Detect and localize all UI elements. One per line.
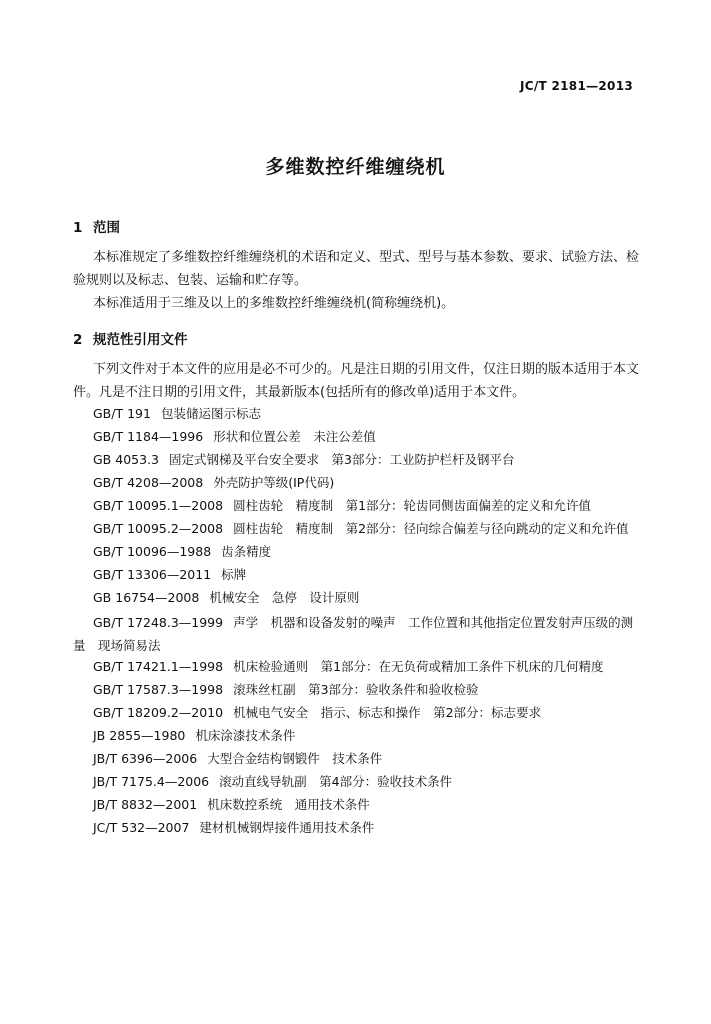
- reference-code: GB/T 13306—2011: [93, 567, 212, 582]
- reference-title: 机械安全 急停 设计原则: [209, 590, 360, 605]
- reference-title: 滚动直线导轨副 第4部分：验收技术条件: [219, 774, 453, 789]
- reference-item: [93, 427, 376, 445]
- reference-item: [93, 772, 452, 790]
- standard-number: JC/T 2181—2013: [519, 79, 633, 93]
- section-1-heading: [73, 216, 120, 236]
- reference-title: 滚珠丝杠副 第3部分：验收条件和验收检验: [233, 682, 479, 697]
- reference-item: [93, 450, 514, 468]
- reference-item: [93, 680, 479, 698]
- section-1-number: 1: [73, 220, 83, 236]
- reference-item: [93, 795, 370, 813]
- reference-item: [93, 818, 374, 836]
- reference-code: GB/T 1184—1996: [93, 429, 204, 444]
- reference-item: [93, 404, 261, 422]
- reference-title: 标牌: [221, 567, 247, 582]
- reference-code: JC/T 532—2007: [93, 820, 190, 835]
- reference-item: [93, 565, 246, 583]
- section-1-paragraph: 本标准适用于三维及以上的多维数控纤维缠绕机(简称缠绕机)。: [93, 296, 455, 311]
- reference-title: 机床涂漆技术条件: [195, 728, 296, 743]
- reference-title: 机械电气安全 指示、标志和操作 第2部分：标志要求: [233, 705, 542, 720]
- section-2-title: 规范性引用文件: [93, 332, 188, 348]
- reference-code: GB/T 4208—2008: [93, 475, 204, 490]
- reference-code: GB 16754—2008: [93, 590, 200, 605]
- reference-title: 齿条精度: [221, 544, 272, 559]
- reference-code: JB/T 8832—2001: [93, 797, 198, 812]
- reference-title: 机床检验通则 第1部分：在无负荷或精加工条件下机床的几何精度: [233, 659, 604, 674]
- reference-title: 圆柱齿轮 精度制 第2部分：径向综合偏差与径向跳动的定义和允许值: [233, 521, 629, 536]
- reference-item: [93, 496, 591, 514]
- section-1-paragraph: 本标准规定了多维数控纤维缠绕机的术语和定义、型式、型号与基本参数、要求、试验方法、检验规则以及标志、包装、运输和贮存等。: [73, 250, 640, 288]
- reference-code: GB/T 17421.1—1998: [93, 659, 224, 674]
- reference-title: 形状和位置公差 未注公差值: [213, 429, 376, 444]
- reference-code: GB/T 18209.2—2010: [93, 705, 224, 720]
- reference-title: 建材机械钢焊接件通用技术条件: [199, 820, 375, 835]
- section-2-intro: 下列文件对于本文件的应用是必不可少的。凡是注日期的引用文件，仅注日期的版本适用于本文件。凡是不注日期的引用文件，其最新版本(包括所有的修改单)适用于本文件。: [73, 362, 640, 400]
- reference-code: GB/T 10096—1988: [93, 544, 212, 559]
- reference-item: [73, 611, 643, 657]
- reference-title: 包装储运图示标志: [160, 406, 261, 421]
- reference-title: 声学 机器和设备发射的噪声 工作位置和其他指定位置发射声压级的测量 现场简易法: [73, 615, 634, 653]
- reference-item: [93, 726, 295, 744]
- reference-code: GB/T 17248.3—1999: [93, 615, 224, 630]
- reference-title: 大型合金结构钢锻件 技术条件: [207, 751, 383, 766]
- reference-code: JB 2855—1980: [93, 728, 186, 743]
- reference-code: GB/T 17587.3—1998: [93, 682, 224, 697]
- reference-item: [93, 542, 271, 560]
- reference-title: 外壳防护等级(IP代码): [213, 475, 335, 490]
- reference-code: GB/T 10095.2—2008: [93, 521, 224, 536]
- section-2-number: 2: [73, 332, 83, 348]
- reference-code: GB/T 191: [93, 406, 151, 421]
- reference-item: [93, 588, 359, 606]
- section-1-title: 范围: [93, 220, 120, 236]
- reference-code: JB/T 7175.4—2006: [93, 774, 210, 789]
- reference-code: GB 4053.3: [93, 452, 159, 467]
- reference-code: GB/T 10095.1—2008: [93, 498, 224, 513]
- reference-code: JB/T 6396—2006: [93, 751, 198, 766]
- reference-item: [93, 473, 334, 491]
- reference-title: 圆柱齿轮 精度制 第1部分：轮齿同侧齿面偏差的定义和允许值: [233, 498, 592, 513]
- document-title: 多维数控纤维缠绕机: [265, 156, 446, 178]
- section-2-heading: [73, 328, 188, 348]
- reference-title: 固定式钢梯及平台安全要求 第3部分：工业防护栏杆及钢平台: [168, 452, 515, 467]
- reference-title: 机床数控系统 通用技术条件: [207, 797, 370, 812]
- reference-item: [93, 519, 629, 537]
- reference-item: [93, 657, 604, 675]
- reference-item: [93, 703, 541, 721]
- reference-item: [93, 749, 382, 767]
